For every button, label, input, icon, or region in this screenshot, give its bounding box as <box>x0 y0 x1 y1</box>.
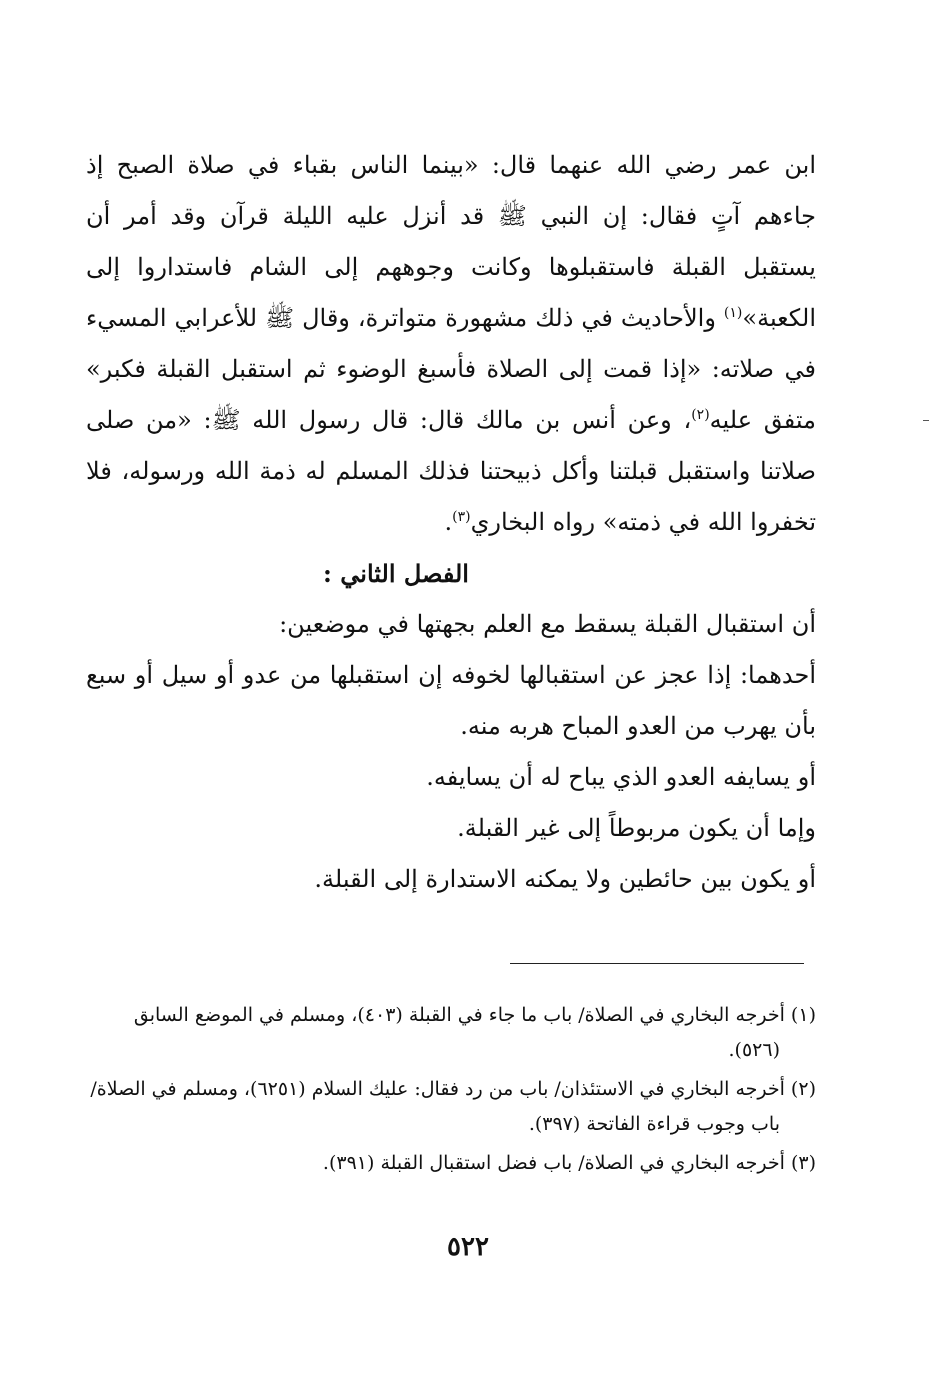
footnote-1-text: (١) أخرجه البخاري في الصلاة/ باب ما جاء في القبلة (٤٠٣)، ومسلم في الموضع السابق <box>133 1004 816 1026</box>
footnote-1-cont: (٥٢٦). <box>728 1039 780 1061</box>
footnote-divider <box>510 963 804 964</box>
footnote-2-cont: باب وجوب قراءة الفاتحة (٣٩٧). <box>528 1113 780 1135</box>
footnotes <box>86 998 816 1185</box>
paragraph-hadith <box>86 140 816 548</box>
footnote-1 <box>86 998 816 1068</box>
hadith-text-1: ابن عمر رضي الله عنهما قال: «بينما الناس بقباء في صلاة الصبح إذ جاءهم آتٍ فقال: إن النبي ﷺ قد أنزل عليه الليلة قرآن وقد أمر أن يستقبل القبلة فاستقبلوها وكانت وجوههم إلى الشام فاستداروا إلى الكعبة» <box>86 151 816 332</box>
footnote-3: (٣) أخرجه البخاري في الصلاة/ باب فضل استقبال القبلة (٣٩١). <box>322 1152 816 1174</box>
footnote-ref-3: (٣) <box>452 509 471 525</box>
footnote-2-text: (٢) أخرجه البخاري في الاستئذان/ باب من رد فقال: عليك السلام (٦٢٥١)، ومسلم في الصلاة/ <box>90 1078 816 1100</box>
hadith-text-3: ، وعن أنس بن مالك قال: قال رسول الله ﷺ: «من صلى صلاتنا واستقبل قبلتنا وأكل ذبيحتنا فذلك المسلم له ذمة الله ورسوله، فلا تخفروا الله في ذمته» رواه البخاري <box>86 406 816 536</box>
line-third-case: وإما أن يكون مربوطاً إلى غير القبلة. <box>457 814 816 842</box>
edge-mark <box>923 420 929 425</box>
section-title: الفصل الثاني : <box>323 559 469 588</box>
line-intro: أن استقبال القبلة يسقط مع العلم بجهتها في موضعين: <box>279 610 816 638</box>
line-first-case: أحدهما: إذا عجز عن استقبالها لخوفه إن استقبلها من عدو أو سيل أو سبع بأن يهرب من العدو المباح هربه منه. <box>86 661 816 740</box>
main-text <box>86 140 816 905</box>
line-second-case: أو يسايفه العدو الذي يباح له أن يسايفه. <box>426 763 816 791</box>
footnote-ref-2: (٢) <box>691 407 710 423</box>
page-number: ٥٢٢ <box>447 1232 489 1262</box>
line-fourth-case: أو يكون بين حائطين ولا يمكنه الاستدارة إلى القبلة. <box>314 865 816 893</box>
hadith-text-end: . <box>444 508 453 536</box>
hadith-text-2: والأحاديث في ذلك مشهورة متواترة، وقال ﷺ للأعرابي المسيء في صلاته: «إذا قمت إلى الصلاة فأسبغ الوضوء ثم استقبل القبلة فكبر» متفق عليه <box>86 304 817 434</box>
footnote-2 <box>86 1072 816 1142</box>
footnote-ref-1: (١) <box>723 305 743 321</box>
